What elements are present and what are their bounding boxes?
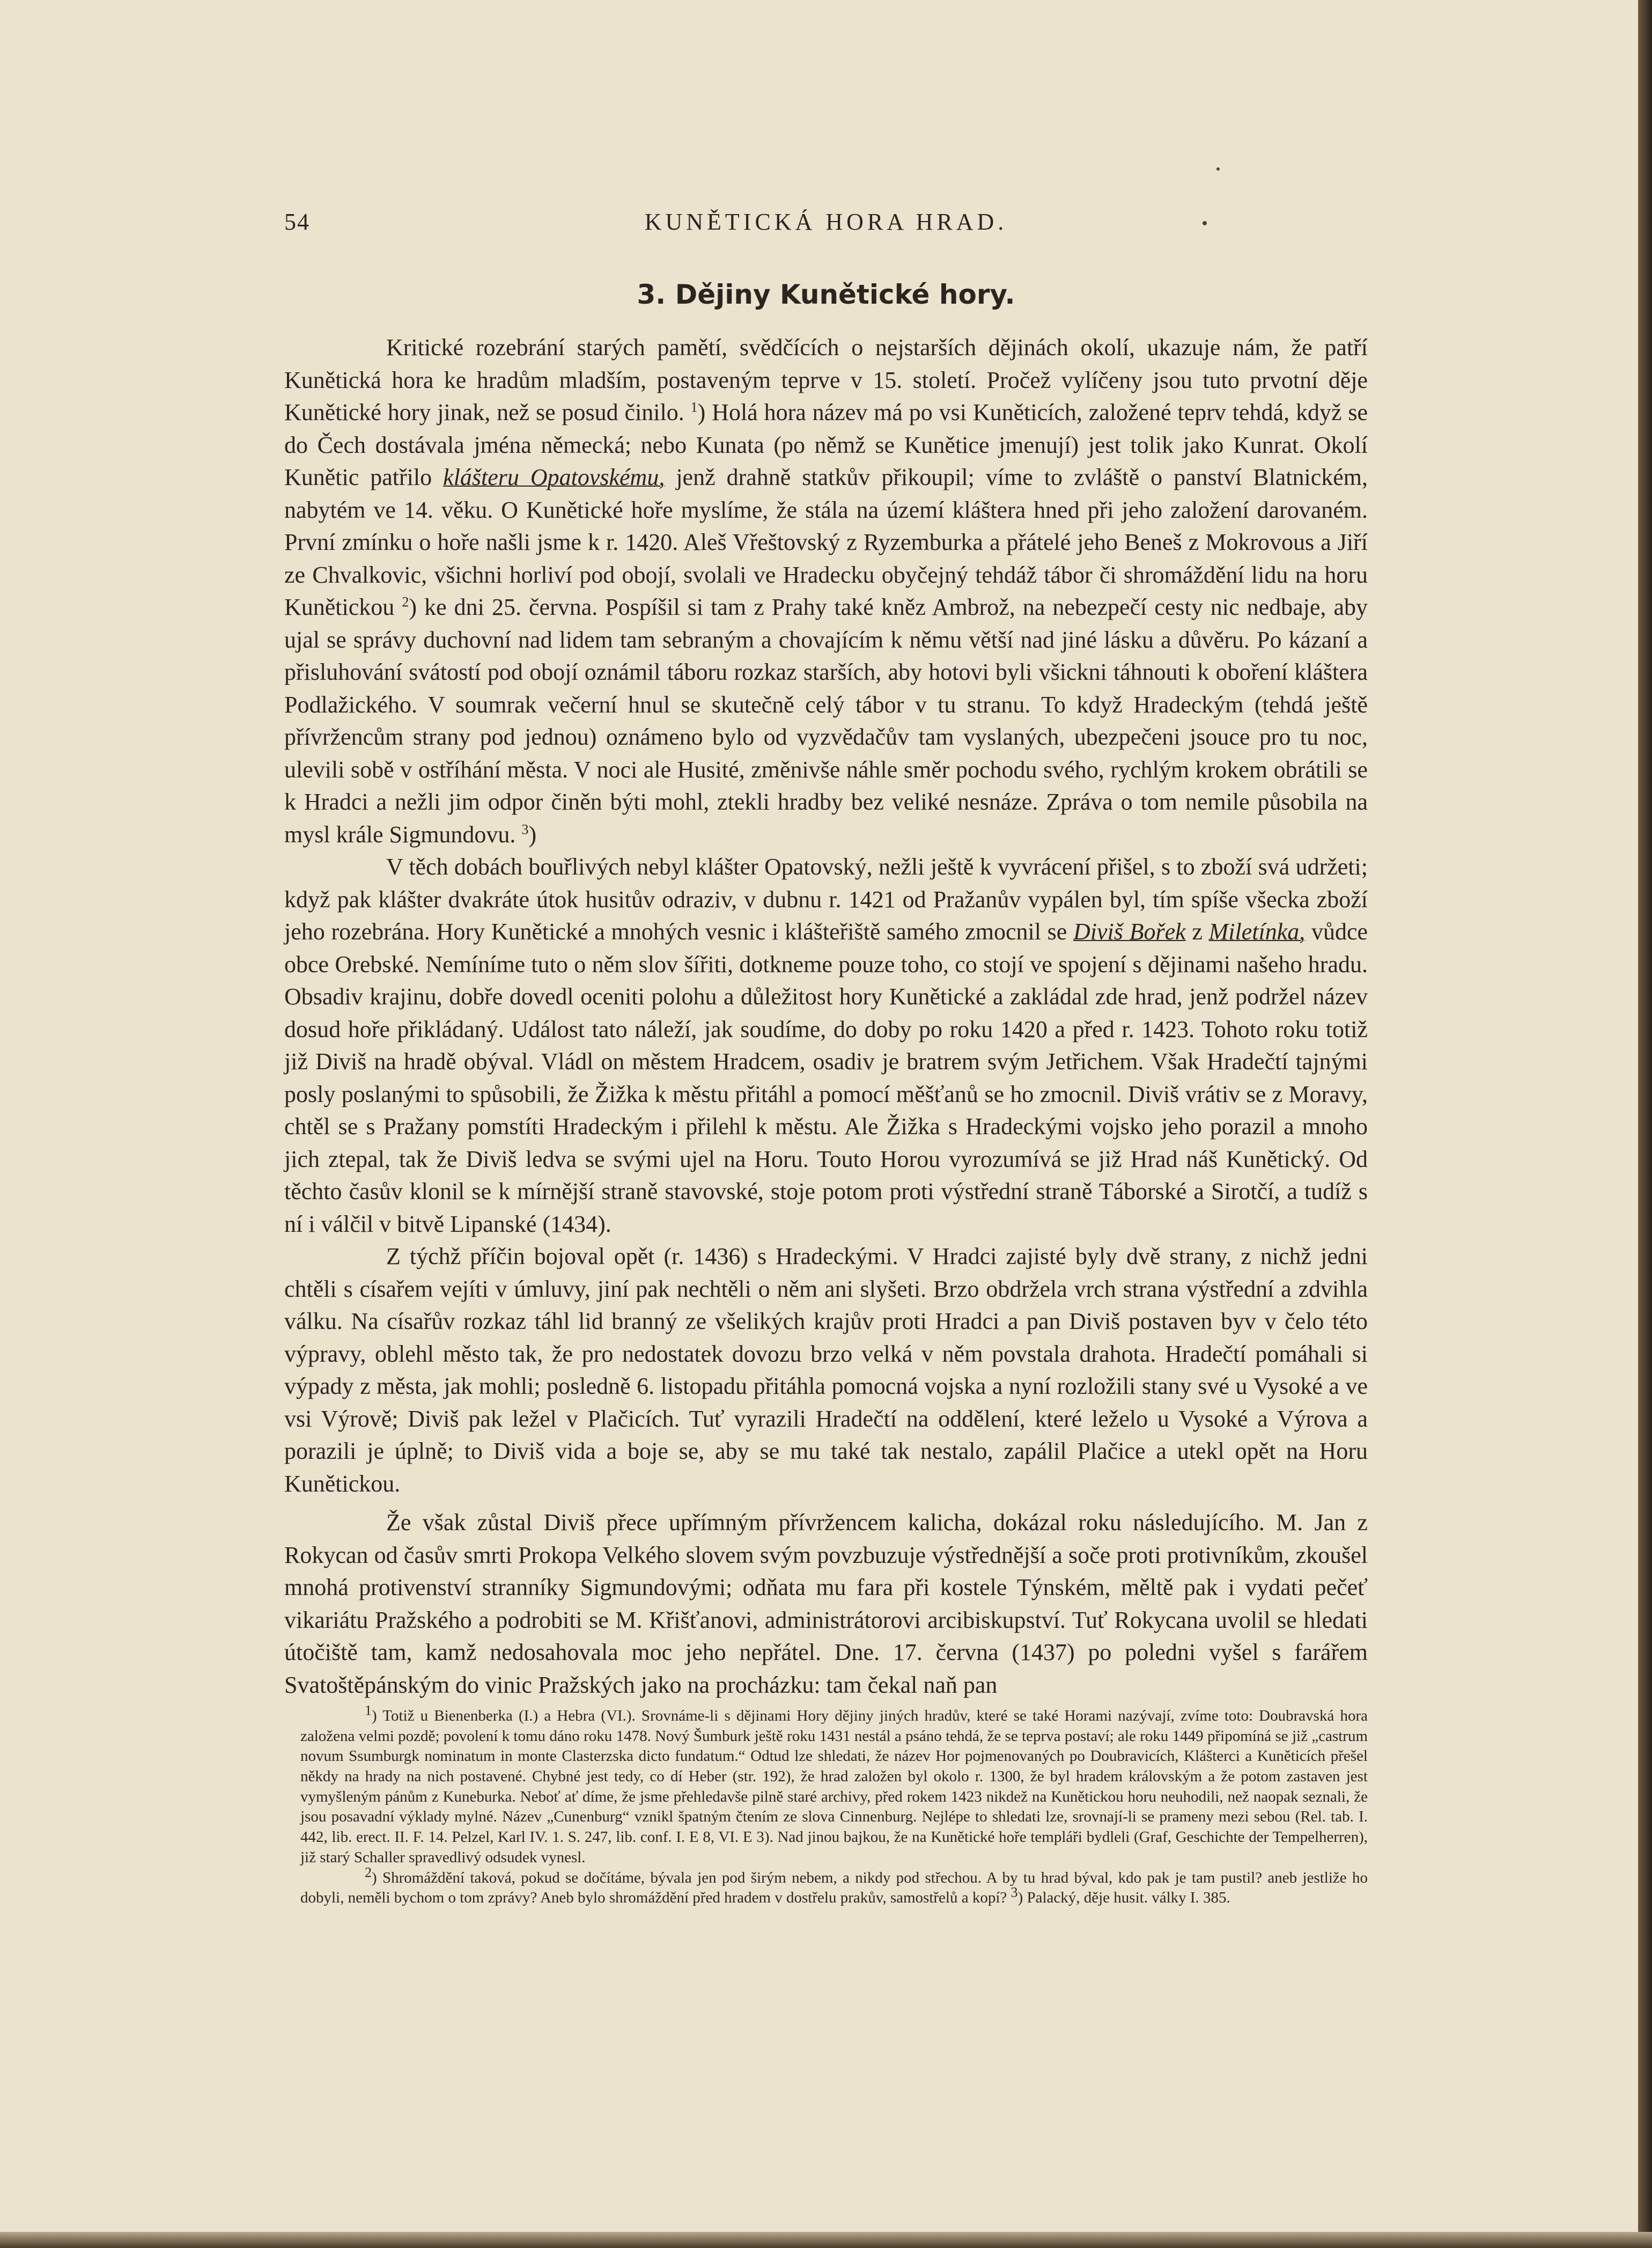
- italic-name: Diviš Bořek: [1073, 919, 1186, 945]
- page-header: [284, 208, 1368, 246]
- footnote-text: ) Totiž u Bienenberka (I.) a Hebra (VI.). Srovnáme-li s dějinami Hory dějiny jiných hradův, které se také Horami nazývají, zvíme toto: Doubravská hora založena velmi pozdě; povolení k tomu dáno roku 1478. Nový Šumburk ještě roku 1431 nestál a psáno tehdá, že se teprva postaví; ale roku 1449 připomíná se již „castrum novum Ssumburgk nominatum in monte Clasterzska dicto fundatum.“ Odtud lze shledati, že název Hor pojmenovaných po Doubravicích, Klášterci a Kuněticích přešel někdy na hrady na nich postavené. Chybné jest tedy, co dí Heber (str. 192), že hrad založen byl okolo r. 1300, že byl hradem královským a že potom zastaven jest vymyšleným pánům z Kuneburka. Neboť ať díme, že jsme přehledavše pilně staré archivy, před rokem 1423 nikdež na Kunětickou horu neuhodili, než naopak seznali, že jsou posavadní výklady mylné. Název „Cunenburg“ vznikl špatným čtením ze slova Cinnenburg. Nejlépe to shledati lze, srovnají-li se prameny mezi sebou (Rel. tab. I. 442, lib. erect. II. F. 14. Pelzel, Karl IV. 1. S. 247, lib. conf. I. E 8, VI. E 3). Nad jinou bajkou, že na Kunětické hoře templáři bydleli (Graf, Geschichte der Tempelherren), již starý Schaller spravedlivý odsudek vynesl.: [300, 1707, 1368, 1866]
- footnote-1: [300, 1702, 1368, 1868]
- text-run: ) ke dni 25. června. Pospíšil si tam z Prahy také kněz Ambrož, na nebezpečí cesty nic nedbaje, aby ujal se správy duchovní nad lidem tam sebraným a chovajícím k němu větší nad jiné lásku a důvěru. Po kázaní a přisluhování svátostí pod obojí oznámil táboru rozkaz starších, aby hotovi byli všickni táhnouti k oboření kláštera Podlažického. V soumrak večerní hnul se skutečně celý tábor v tu stranu. To když Hradeckým (tehdá ještě přívržencům strany pod jednou) oznámeno bylo od vyzvědačův tam vyslaných, ubezpečeni jsouce pro tu noc, ulevili sobě v ostříhání města. V noci ale Husité, změnivše náhle směr pochodu svého, rychlým krokem obrátili se k Hradci a nežli jim odpor činěn býti mohl, ztekli hradby bez veliké nesnáze. Zpráva o tom nemile působila na mysl krále Sigmundovu.: [284, 594, 1368, 848]
- paragraph-4: Že však zůstal Diviš přece upřímným přívržencem kalicha, dokázal roku následujícího. M. Jan z Rokycan od časův smrti Prokopa Velkého slovem svým povzbuzuje výstřednější a soče proti protivníkům, zkoušel mnohá protivenství stranníky Sigmundovými; odňata mu fara při kostele Týnském, měltě pak i vydati pečeť vikariátu Pražského a podrobiti se M. Křišťanovi, administrátorovi arcibiskupství. Tuť Rokycana uvolil se hledati útočiště tam, kamž nedosahovala moc jeho nepřátel. Dne. 17. června (1437) po poledni vyšel s farářem Svatoštěpánským do vinic Pražských jako na procházku: tam čekal naň pan: [284, 1509, 1368, 1698]
- ink-speck: [1216, 167, 1220, 171]
- footnote-ref-1: 1: [690, 399, 698, 415]
- footnote-ref-2: 2: [402, 594, 409, 610]
- text-run: Kritické rozebrání starých pamětí, svědčících o nejstarších dějinách okolí, ukazuje nám, že patří Kunětická hora ke hradům mladším, postaveným teprve v 15. století. Pročež vylíčeny jsou tuto prvotní děje Kunětické hory jinak, než se posud činilo.: [284, 334, 1368, 425]
- paragraph-1: [284, 332, 1368, 851]
- italic-phrase: klášteru Opatovskému,: [443, 464, 665, 490]
- text-run: jenž drahně statkův přikoupil; víme to zvláště o panství Blatnickém, nabytém ve 14. věku. O Kunětické hoře myslíme, že stála na území kláštera hned při jeho založení darovaném. První zmínku o hoře našli jsme k r. 1420. Aleš Vřeštovský z Ryzemburka a přátelé jeho Beneš z Mokrovous a Jiří ze Chvalkovic, všichni horliví pod obojí, svolali ve Hradecku obyčejný tehdáž tábor či shromáždění lidu na horu Kunětickou: [284, 464, 1368, 620]
- paragraph-2: [284, 851, 1368, 1240]
- main-text: [284, 332, 1368, 1701]
- text-run: ) Holá hora název má po vsi Kuněticích, založené teprv tehdá, když se do Čech dostávala jména německá; nebo Kunata (po němž se Kunětice jmenují) jest tolik jako Kunrat. Okolí Kunětic patřilo: [284, 399, 1368, 490]
- running-head: KUNĚTICKÁ HORA HRAD.: [644, 209, 1008, 235]
- section-title: 3. Dějiny Kunětické hory.: [637, 279, 1015, 310]
- text-run: vůdce obce Orebské. Nemíníme tuto o něm slov šířiti, dotkneme pouze toho, co stojí ve spojení s dějinami našeho hradu. Obsadiv krajinu, dobře dovedl oceniti polohu a důležitost hory Kunětické a zakládal zde hrad, jenž podržel název dosud hoře přikládaný. Událost tato náleží, jak soudíme, do doby po roku 1420 a před r. 1423. Tohoto roku totiž již Diviš na hradě obýval. Vládl on městem Hradcem, osadiv je bratrem svým Jetřichem. Však Hradečtí tajnými posly poslanými to spůsobili, že Žižka k městu přitáhl a pomocí měšťanů se ho zmocnil. Diviš vrátiv se z Moravy, chtěl se s Pražany pomstíti Hradeckým i přilehl k městu. Ale Žižka s Hradeckými vojsko jeho porazil a mnoho jich ztepal, tak že Diviš ledva se svými ujel na Horu. Touto Horou vyrozumívá se již Hrad náš Kunětický. Od těchto časův klonil se k mírnější straně stavovské, stoje potom proti výstřední straně Táborské a Sirotčí, a tudíž s ní i válčil v bitvě Lipanské (1434).: [284, 919, 1368, 1237]
- text-run: V těch dobách bouřlivých nebyl klášter Opatovský, nežli ještě k vyvrácení přišel, s to zboží svá udržeti; když pak klášter dvakráte útok husitův odraziv, v dubnu r. 1421 od Pražanův vypálen byl, tím spíše všecka zboží jeho rozebrána. Hory Kunětické a mnohých vesnic i klášteřiště samého zmocnil se: [284, 854, 1368, 945]
- text-run: z: [1192, 919, 1203, 945]
- footnote-text: ) Palacký, děje husit. války I. 385.: [1017, 1889, 1230, 1907]
- page-bottom-edge: [0, 2232, 1652, 2248]
- footnote-2: [300, 1864, 1368, 1908]
- footnote-mark-2: 2: [365, 1864, 372, 1880]
- text-run: ): [528, 821, 537, 848]
- page-edge-shadow: [1638, 0, 1652, 2248]
- page-number: 54: [284, 209, 310, 235]
- footnote-mark-1: 1: [365, 1702, 372, 1718]
- footnote-ref-3: 3: [521, 821, 529, 837]
- footnote-text: ) Shromáždění taková, pokud se dočítáme, bývala jen pod širým nebem, a nikdy pod střechou. A by tu hrad býval, kdo pak je tam pustil? aneb jestliže ho dobyli, neměli bychom o tom zprávy? Aneb bylo shromáždění před hradem v dostřelu prakův, samostřelů a kopí?: [300, 1869, 1368, 1907]
- footnote-mark-3: 3: [1011, 1884, 1018, 1900]
- paragraph-3: Z týchž příčin bojoval opět (r. 1436) s Hradeckými. V Hradci zajisté byly dvě strany, z nichž jedni chtěli s císařem vejíti v úmluvy, jiní pak nechtěli o něm ani slyšeti. Brzo obdržela vrch strana výstřední a zdvihla válku. Na císařův rozkaz táhl lid branný ze všelikých krajův proti Hradci a pan Diviš postaven byv v čelo této výpravy, oblehl město tak, že pro nedostatek dovozu brzo velká v něm povstala drahota. Hradečtí pomáhali si výpady z města, jak mohli; posledně 6. listopadu přitáhla pomocná vojska a nyní rozložili stany své u Vysoké a ve vsi Výrově; Diviš pak ležel v Plačicích. Tuť vyrazili Hradečtí na oddělení, které leželo u Vysoké a Výrova a porazili je úplně; to Diviš vida a boje se, aby se mu také tak nestalo, zapálil Plačice a utekl opět na Horu Kunětickou.: [284, 1243, 1368, 1497]
- footnotes: [300, 1702, 1368, 1908]
- italic-place: Miletínka,: [1208, 919, 1306, 945]
